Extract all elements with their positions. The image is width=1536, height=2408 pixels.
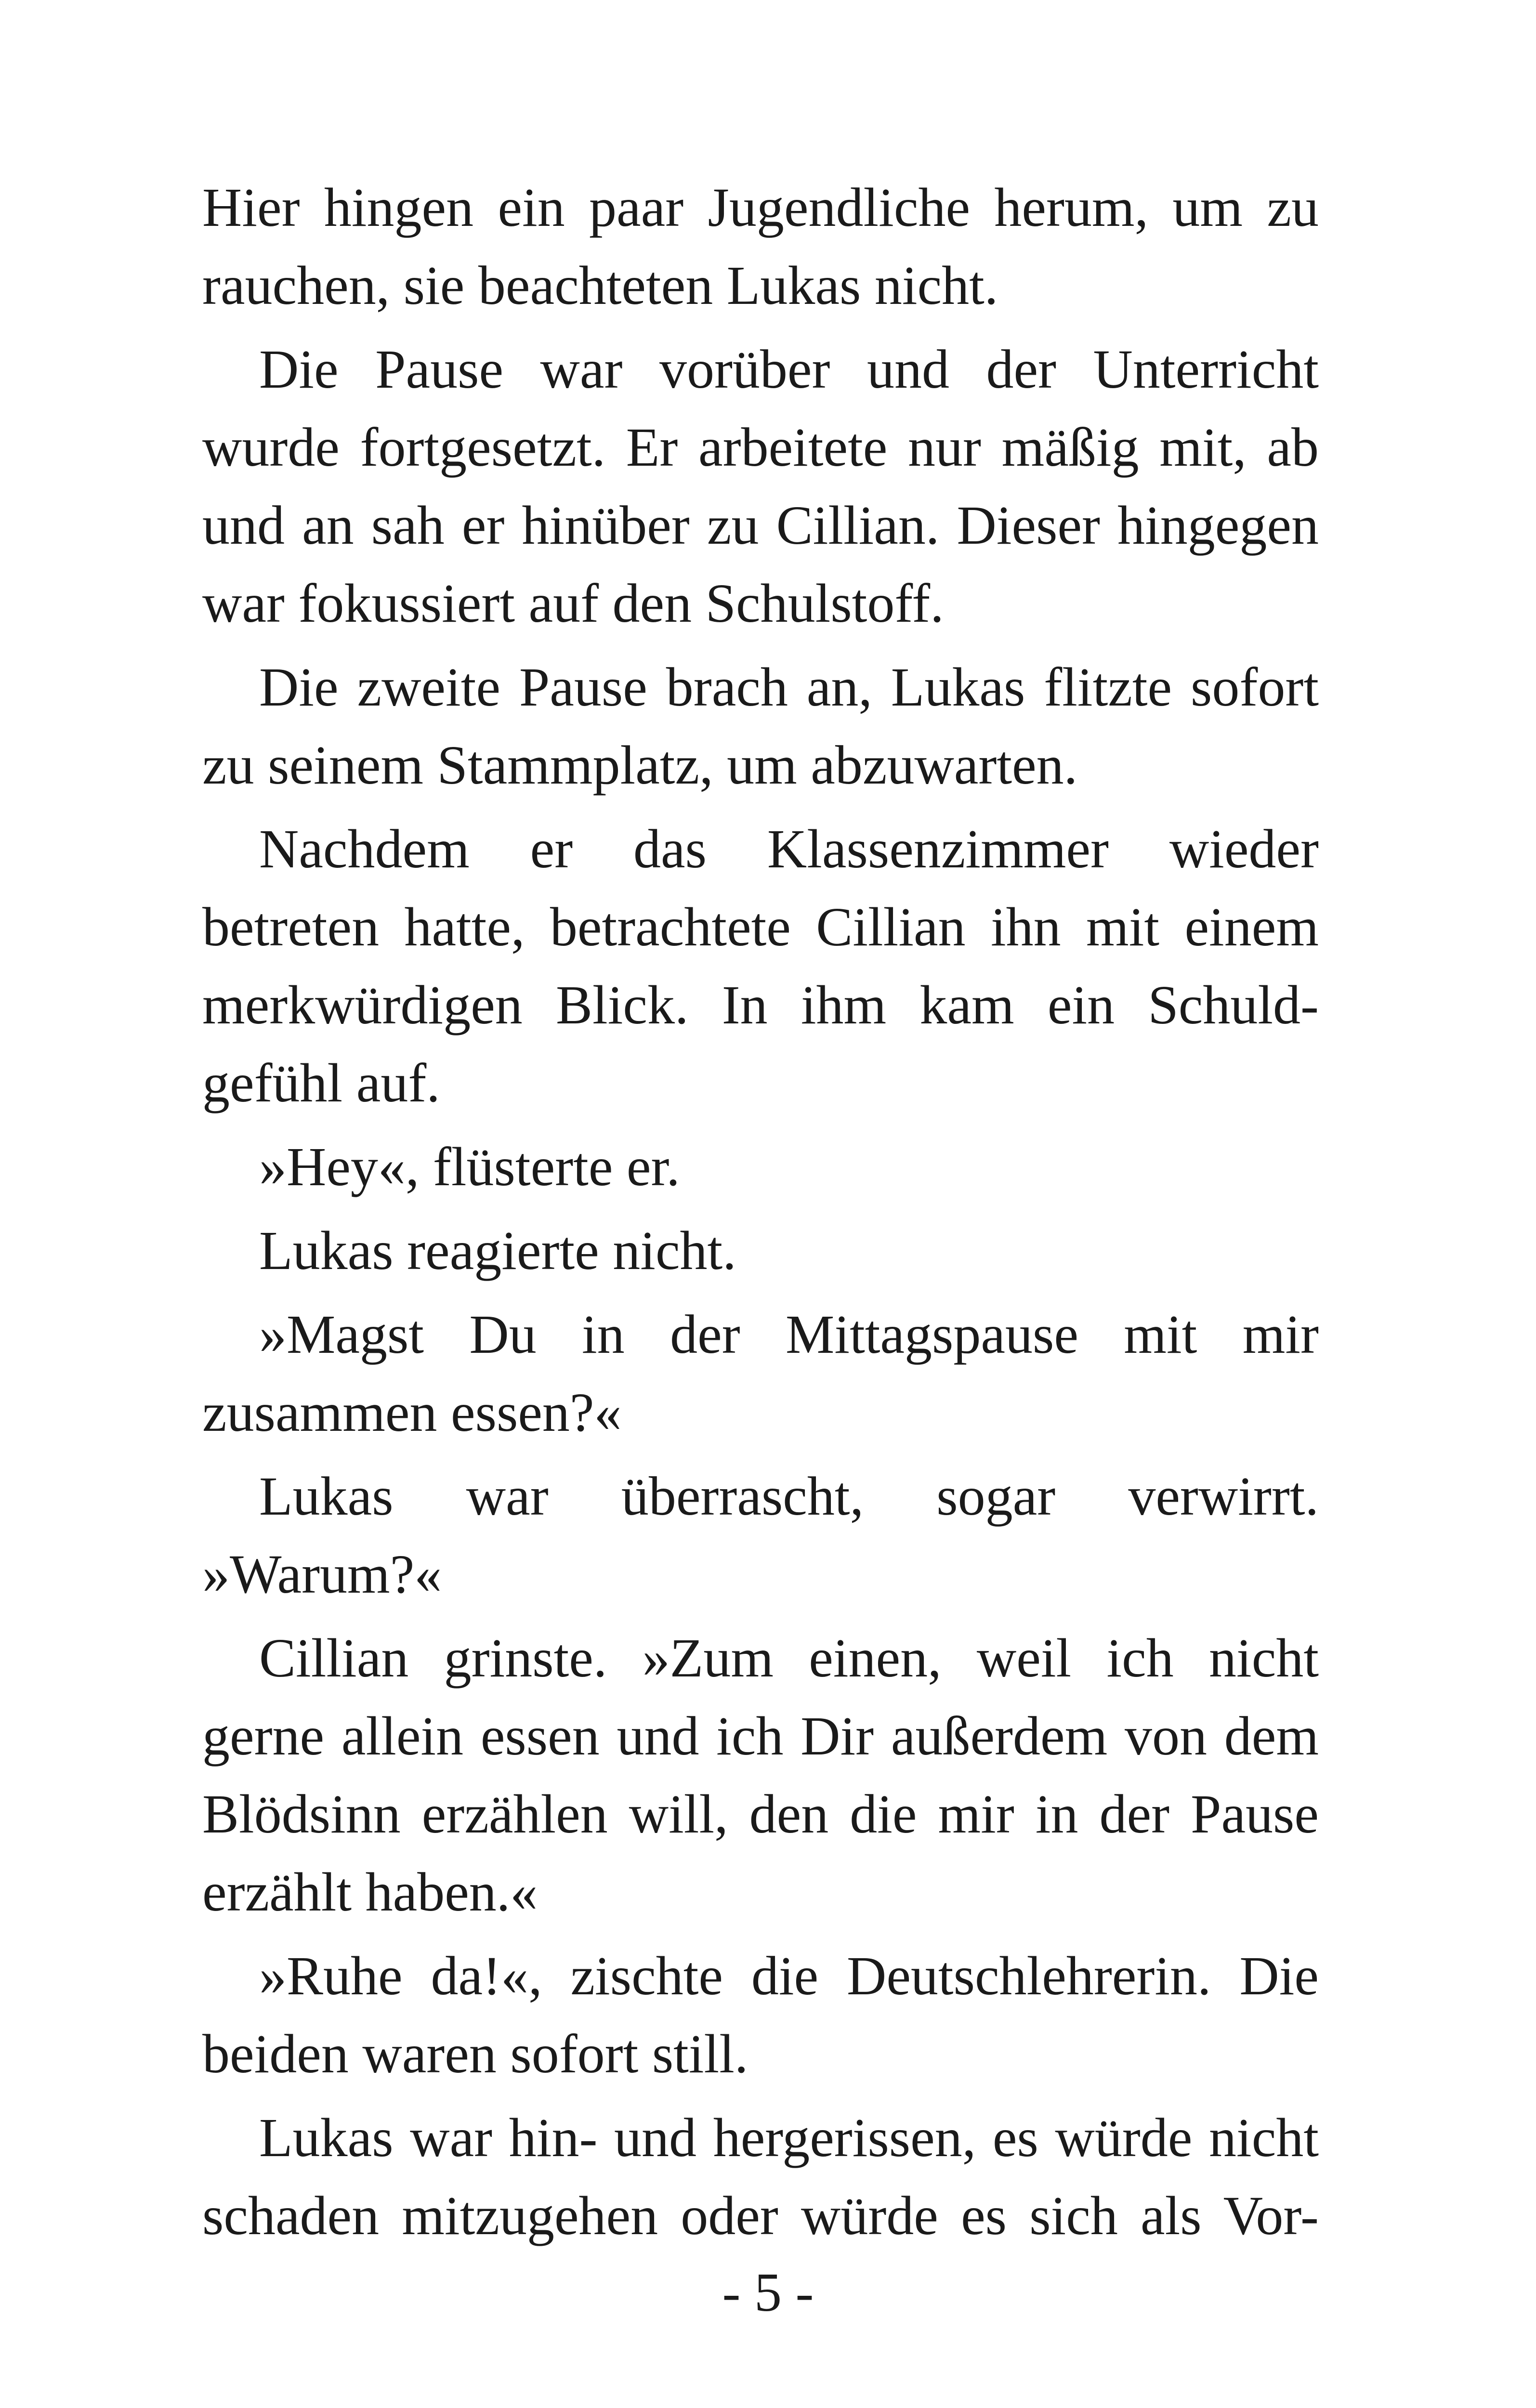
text-line: war fokussiert auf den Schulstoff. <box>202 573 944 634</box>
text-line: »Warum?« <box>202 1544 442 1605</box>
text-line: Lukas reagierte nicht. <box>259 1220 736 1281</box>
text-line: schaden mitzugehen oder würde es sich als Vor- <box>202 2185 1319 2246</box>
text-line: Lukas war hin- und hergerissen, es würde nicht <box>259 2107 1319 2168</box>
text-line: betreten hatte, betrachtete Cillian ihn mit einem <box>202 896 1319 957</box>
text-line: »Hey«, flüsterte er. <box>259 1136 680 1197</box>
text-line: Die zweite Pause brach an, Lukas flitzte sofort <box>259 656 1319 718</box>
text-line: Cillian grinste. »Zum einen, weil ich nicht <box>259 1627 1319 1688</box>
text-line: gefühl auf. <box>202 1052 440 1113</box>
text-line: und an sah er hinüber zu Cillian. Dieser hingegen <box>202 495 1319 556</box>
text-line: zu seinem Stammplatz, um abzuwarten. <box>202 734 1078 796</box>
text-line: gerne allein essen und ich Dir außerdem von dem <box>202 1705 1319 1767</box>
text-line: Lukas war überrascht, sogar verwirrt. <box>259 1466 1319 1527</box>
text-line: zusammen essen?« <box>202 1382 622 1443</box>
text-line: »Ruhe da!«, zischte die Deutschlehrerin. Die <box>259 1945 1319 2006</box>
text-line: Die Pause war vorüber und der Unterricht <box>259 339 1319 400</box>
text-line: Hier hingen ein paar Jugendliche herum, um zu <box>202 177 1319 238</box>
text-line: merkwürdigen Blick. In ihm kam ein Schuld- <box>202 974 1319 1035</box>
body-text <box>202 169 1319 2255</box>
text-line: rauchen, sie beachteten Lukas nicht. <box>202 255 998 316</box>
text-line: wurde fortgesetzt. Er arbeitete nur mäßig mit, ab <box>202 417 1319 478</box>
text-line: Blödsinn erzählen will, den die mir in der Pause <box>202 1783 1319 1845</box>
text-line: Nachdem er das Klassenzimmer wieder <box>259 818 1319 879</box>
text-line: erzählt haben.« <box>202 1861 538 1923</box>
page-number: - 5 - <box>722 2262 814 2323</box>
text-line: »Magst Du in der Mittagspause mit mir <box>259 1304 1319 1365</box>
text-line: beiden waren sofort still. <box>202 2023 748 2084</box>
